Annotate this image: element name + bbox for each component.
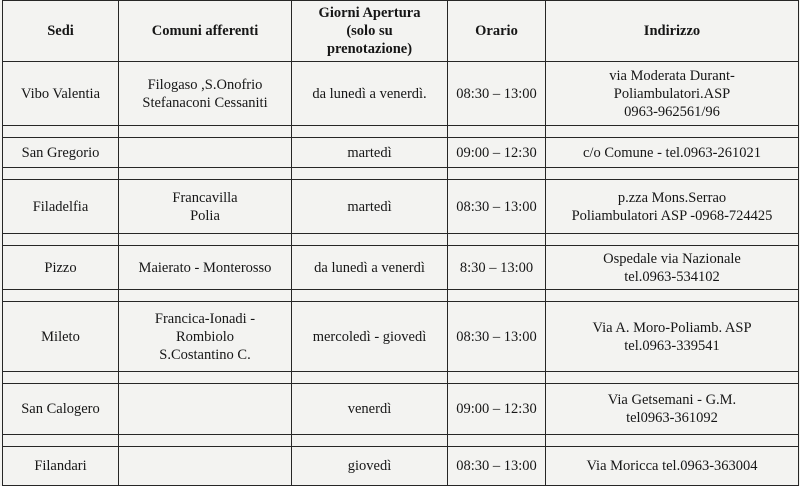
cell-giorni: giovedì — [292, 447, 448, 486]
table-row — [3, 62, 799, 126]
spacer-row — [3, 126, 799, 138]
table-row — [3, 246, 799, 290]
cell-sede: San Gregorio — [3, 138, 119, 168]
cell-sede: San Calogero — [3, 384, 119, 435]
cell-sede: Filadelfia — [3, 180, 119, 234]
cell-sede: Filandari — [3, 447, 119, 486]
table-row — [3, 302, 799, 372]
cell-sede: Vibo Valentia — [3, 62, 119, 126]
cell-orario: 8:30 – 13:00 — [448, 246, 546, 290]
table-row — [3, 447, 799, 486]
spacer-row — [3, 290, 799, 302]
cell-orario: 08:30 – 13:00 — [448, 447, 546, 486]
cell-comuni — [119, 447, 292, 486]
cell-indirizzo: p.zza Mons.Serrao Poliambulatori ASP -0968-724425 — [546, 180, 799, 234]
cell-giorni: mercoledì - giovedì — [292, 302, 448, 372]
cell-indirizzo: Via Getsemani - G.M. tel0963-361092 — [546, 384, 799, 435]
cell-indirizzo: Ospedale via Nazionale tel.0963-534102 — [546, 246, 799, 290]
spacer-row — [3, 168, 799, 180]
cell-indirizzo: Via A. Moro-Poliamb. ASP tel.0963-339541 — [546, 302, 799, 372]
cell-sede: Pizzo — [3, 246, 119, 290]
header-giorni: Giorni Apertura (solo su prenotazione) — [292, 1, 448, 62]
cell-comuni — [119, 384, 292, 435]
schedule-table — [2, 0, 799, 486]
table-row — [3, 384, 799, 435]
cell-comuni: Francica-Ionadi - Rombiolo S.Costantino C. — [119, 302, 292, 372]
cell-orario: 08:30 – 13:00 — [448, 180, 546, 234]
cell-comuni — [119, 138, 292, 168]
cell-giorni: martedì — [292, 138, 448, 168]
cell-giorni: da lunedì a venerdì — [292, 246, 448, 290]
table-row — [3, 180, 799, 234]
cell-orario: 08:30 – 13:00 — [448, 302, 546, 372]
spacer-row — [3, 372, 799, 384]
cell-giorni: da lunedì a venerdì. — [292, 62, 448, 126]
cell-indirizzo: via Moderata Durant- Poliambulatori.ASP 0963-962561/96 — [546, 62, 799, 126]
cell-orario: 09:00 – 12:30 — [448, 138, 546, 168]
header-indirizzo: Indirizzo — [546, 1, 799, 62]
spacer-row — [3, 435, 799, 447]
cell-giorni: martedì — [292, 180, 448, 234]
header-row — [3, 1, 799, 62]
cell-orario: 09:00 – 12:30 — [448, 384, 546, 435]
cell-indirizzo: c/o Comune - tel.0963-261021 — [546, 138, 799, 168]
header-orario: Orario — [448, 1, 546, 62]
cell-comuni: Francavilla Polia — [119, 180, 292, 234]
cell-comuni: Maierato - Monterosso — [119, 246, 292, 290]
header-sedi: Sedi — [3, 1, 119, 62]
table-row — [3, 138, 799, 168]
cell-sede: Mileto — [3, 302, 119, 372]
spacer-row — [3, 234, 799, 246]
cell-comuni: Filogaso ,S.Onofrio Stefanaconi Cessaniti — [119, 62, 292, 126]
cell-orario: 08:30 – 13:00 — [448, 62, 546, 126]
header-comuni: Comuni afferenti — [119, 1, 292, 62]
cell-giorni: venerdì — [292, 384, 448, 435]
cell-indirizzo: Via Moricca tel.0963-363004 — [546, 447, 799, 486]
